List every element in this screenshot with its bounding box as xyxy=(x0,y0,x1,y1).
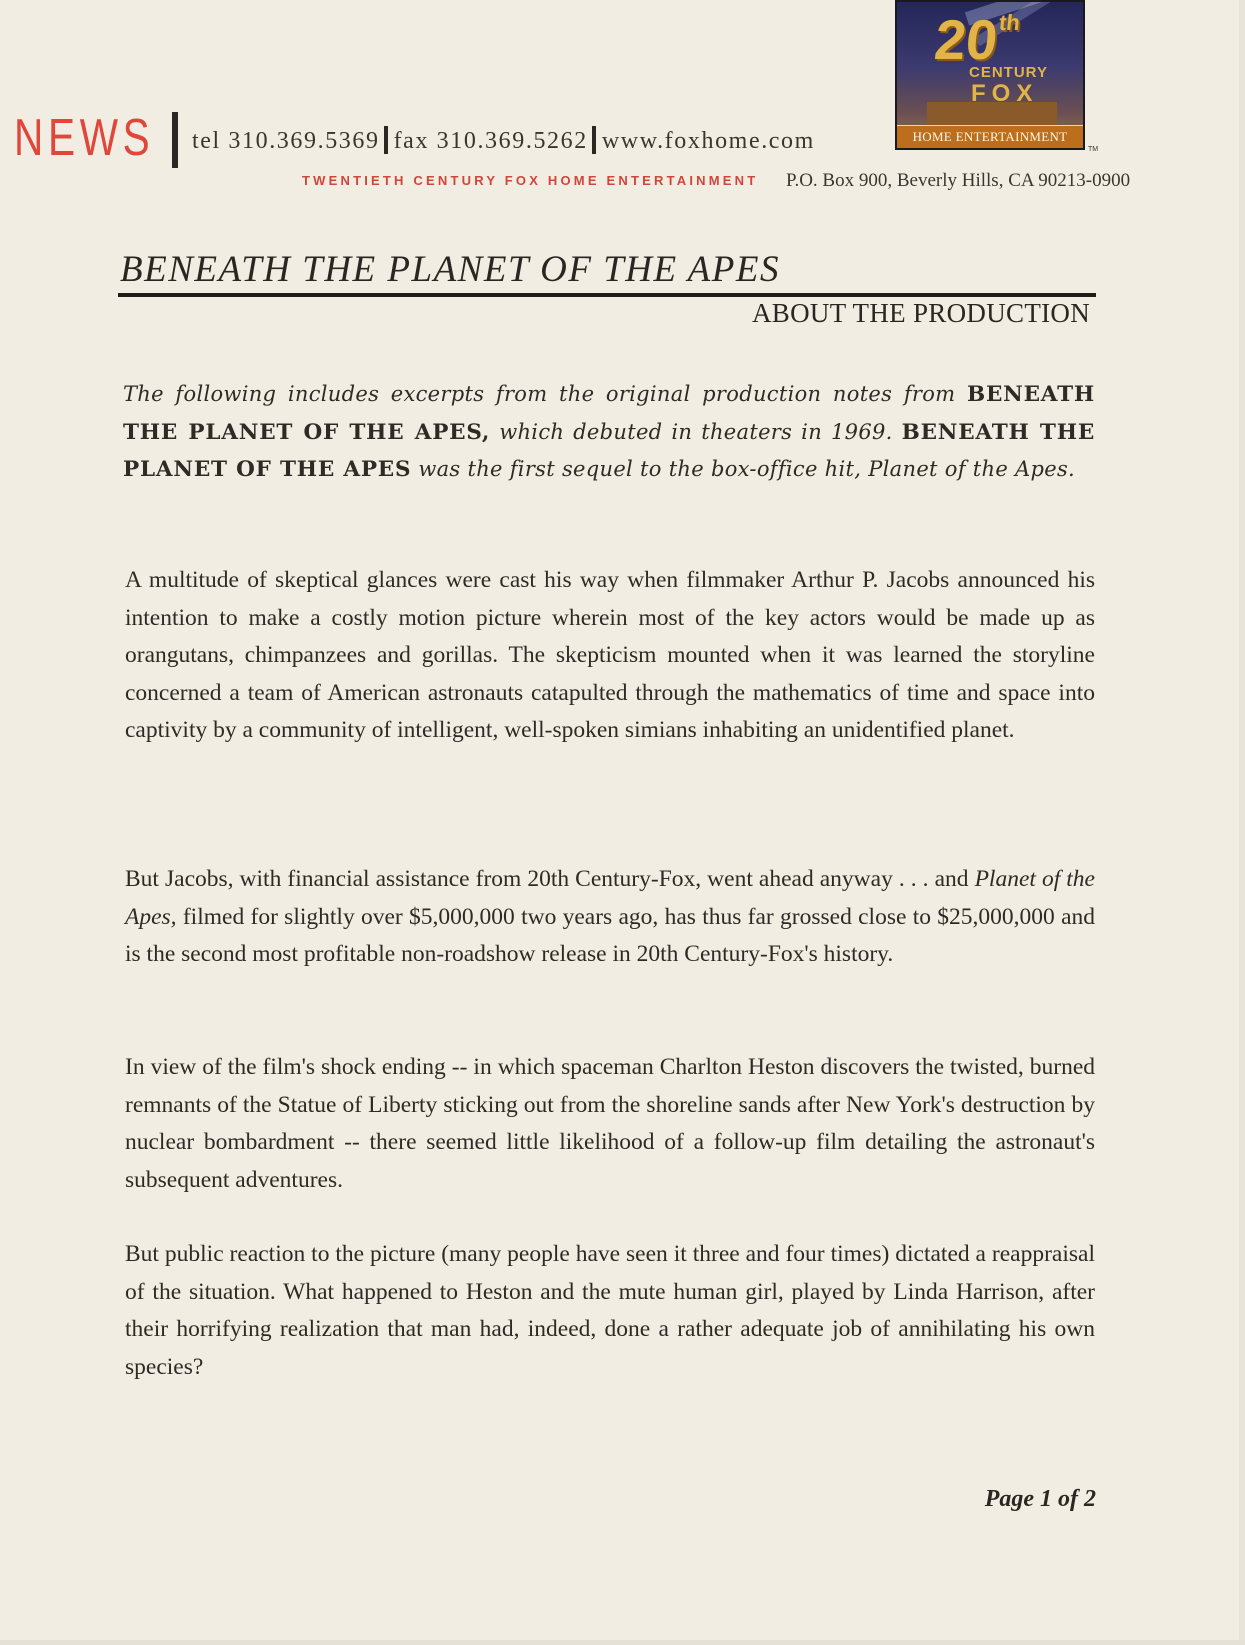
header-divider xyxy=(172,112,178,168)
logo-fox-text: FOX xyxy=(971,80,1039,107)
contact-separator xyxy=(592,126,596,154)
trademark-mark: TM xyxy=(1088,146,1099,153)
logo-label: HOME ENTERTAINMENT xyxy=(897,125,1083,148)
page-number: Page 1 of 2 xyxy=(984,1486,1096,1512)
mailing-address: P.O. Box 900, Beverly Hills, CA 90213-0900 xyxy=(786,170,1131,191)
film-title: BENEATH THE PLANET OF THE APES, xyxy=(123,382,1095,445)
logo-number: 20th xyxy=(931,8,1022,71)
tel-number: tel 310.369.5369 xyxy=(192,128,380,154)
body-paragraph: In view of the film's shock ending -- in which spaceman Charlton Heston discovers the twisted, burned remnants of the Statue of Liberty sticking out from the shoreline sands after New York's destruction by nuclear bombardment -- there seemed little likelihood of a follow-up film detailing the astronaut's subsequent adventures. xyxy=(125,1054,1095,1193)
logo-century-text: CENTURY xyxy=(969,64,1048,81)
news-label: NEWS xyxy=(14,109,155,167)
scan-edge xyxy=(1239,0,1245,1645)
film-title: BENEATH THE PLANET OF THE APES xyxy=(123,419,1096,482)
body-paragraph: But Jacobs, with financial assistance from 20th Century-Fox, went ahead anyway . . . and Planet of the Apes, filmed for slightly over $5,000,000 two years ago, has thus far grossed close to $25,000,000 and is the second most profitable non-roadshow release in 20th Century-Fox's history. xyxy=(125,866,1095,967)
fax-number: fax 310.369.5262 xyxy=(393,128,588,154)
film-title: Planet of the Apes, xyxy=(125,866,1095,930)
intro-paragraph: The following includes excerpts from the original production notes from BENEATH THE PLANET OF THE APES, which debuted in theaters in 1969. BENEATH THE PLANET OF THE APES was the first sequel to the box-office hit, Planet of the Apes. xyxy=(123,382,1096,482)
title-rule xyxy=(118,293,1096,297)
contact-separator xyxy=(384,126,388,154)
contact-line xyxy=(192,126,815,155)
document-title: BENEATH THE PLANET OF THE APES xyxy=(120,249,780,290)
scan-edge xyxy=(0,1640,1245,1645)
fox-logo xyxy=(895,0,1085,150)
document-subtitle: ABOUT THE PRODUCTION xyxy=(751,298,1090,328)
body-paragraph: A multitude of skeptical glances were cast his way when filmmaker Arthur P. Jacobs announced his intention to make a costly motion picture wherein most of the key actors would be made up as orangutans, chimpanzees and gorillas. The skepticism mounted when it was learned the storyline concerned a team of American astronauts catapulted through the mathematics of time and space into captivity by a community of intelligent, well-spoken simians inhabiting an unidentified planet. xyxy=(125,567,1095,743)
body-paragraph: But public reaction to the picture (many people have seen it three and four times) dictated a reappraisal of the situation. What happened to Heston and the mute human girl, played by Linda Harrison, after their horrifying realization that man had, indeed, done a rather adequate job of annihilating his own species? xyxy=(125,1241,1095,1380)
website-link[interactable]: www.foxhome.com xyxy=(601,128,815,154)
company-name: TWENTIETH CENTURY FOX HOME ENTERTAINMENT xyxy=(302,173,759,188)
